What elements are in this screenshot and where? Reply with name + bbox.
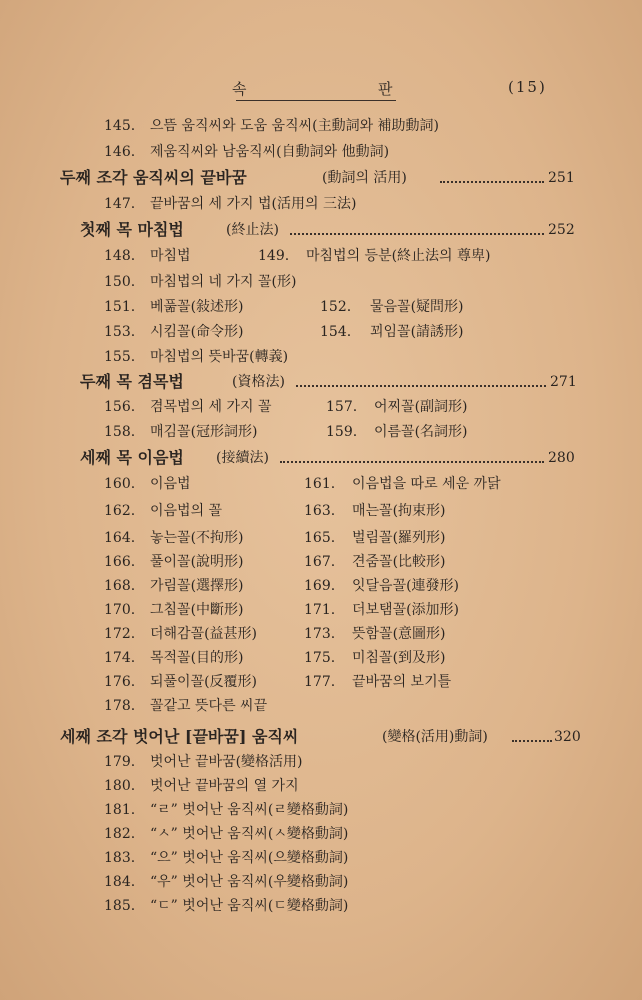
entry-number: 182.	[104, 826, 136, 842]
entry-text: 더보탬꼴(添加形)	[352, 602, 460, 618]
entry-text: 끝바꿈의 세 가지 법(活用의 三法)	[150, 196, 357, 212]
toc-entry-155	[0, 345, 642, 369]
entry-text: 꾀임꼴(請誘形)	[370, 324, 464, 340]
entry-number: 165.	[304, 530, 336, 546]
subsection-subtitle: (終止法)	[226, 222, 279, 238]
entry-text: 끝바꿈의 보기틀	[352, 674, 452, 690]
entry-text: 마침법의 네 가지 꼴(形)	[150, 274, 297, 290]
entry-number: 164.	[104, 530, 136, 546]
entry-number: 163.	[304, 503, 336, 519]
entry-number: 161.	[304, 476, 336, 492]
entry-number: 169.	[304, 578, 336, 594]
entry-text: 미침꼴(到及形)	[352, 650, 446, 666]
toc-row-162	[0, 499, 642, 523]
entry-number: 170.	[104, 602, 136, 618]
toc-row-153	[0, 320, 642, 344]
toc-entry-179	[0, 750, 642, 774]
entry-text: “ㅅ” 벗어난 움직씨(ㅅ變格動詞)	[150, 826, 349, 842]
page-number: (15)	[508, 78, 547, 96]
entry-number: 166.	[104, 554, 136, 570]
section-subtitle: (變格(活用)動詞)	[382, 729, 488, 745]
entry-text: 이음법을 따로 세운 까닭	[352, 476, 501, 492]
toc-row-176	[0, 670, 642, 694]
entry-number: 145.	[104, 118, 136, 134]
entry-number: 173.	[304, 626, 336, 642]
entry-text: 꼴같고 뜻다른 씨끝	[150, 698, 268, 714]
subsection-page: 252	[548, 222, 575, 238]
entry-text: 물음꼴(疑問形)	[370, 299, 464, 315]
entry-text: 이음법의 꼴	[150, 503, 223, 519]
subsection-title: 두째 목 겸목법	[80, 372, 184, 391]
entry-text: 제움직씨와 남움직씨(自動詞와 他動詞)	[150, 144, 390, 160]
dot-leader	[512, 740, 552, 742]
toc-row-160	[0, 472, 642, 496]
entry-text: 그침꼴(中斷形)	[150, 602, 244, 618]
section-subtitle: (動詞의 活用)	[322, 170, 407, 186]
entry-text: 잇달음꼴(連發形)	[352, 578, 460, 594]
entry-text: 뜻함꼴(意圖形)	[352, 626, 446, 642]
toc-row-151	[0, 295, 642, 319]
entry-text: 겸목법의 세 가지 꼴	[150, 399, 272, 415]
toc-entry-145	[0, 114, 642, 138]
entry-text: “ㄹ” 벗어난 움직씨(ㄹ變格動詞)	[150, 802, 349, 818]
entry-text: 이음법	[150, 476, 191, 492]
toc-row-170	[0, 598, 642, 622]
entry-text: 마침법	[150, 248, 191, 264]
entry-number: 148.	[104, 248, 136, 264]
entry-number: 168.	[104, 578, 136, 594]
toc-entry-184	[0, 870, 642, 894]
toc-entry-178	[0, 694, 642, 718]
entry-text: 마침법의 등분(終止法의 尊卑)	[306, 248, 491, 264]
dot-leader	[290, 233, 544, 235]
toc-entry-150	[0, 270, 642, 294]
entry-number: 171.	[304, 602, 336, 618]
toc-row-156	[0, 395, 642, 419]
toc-entry-183	[0, 846, 642, 870]
dot-leader	[296, 385, 546, 387]
toc-subsection-1	[0, 218, 642, 242]
toc-row-158	[0, 420, 642, 444]
entry-text: 베풂꼴(敍述形)	[150, 299, 244, 315]
entry-number: 183.	[104, 850, 136, 866]
entry-text: “우” 벗어난 움직씨(우變格動詞)	[150, 874, 349, 890]
subsection-page: 271	[550, 374, 577, 390]
header-rule	[236, 100, 396, 101]
toc-entry-181	[0, 798, 642, 822]
entry-number: 160.	[104, 476, 136, 492]
toc-row-164	[0, 526, 642, 550]
entry-number: 146.	[104, 144, 136, 160]
entry-text: 벌림꼴(羅列形)	[352, 530, 446, 546]
entry-text: 놓는꼴(不拘形)	[150, 530, 244, 546]
header-left-text: 속	[232, 80, 247, 98]
entry-number: 151.	[104, 299, 136, 315]
toc-entry-180	[0, 774, 642, 798]
entry-text: 이름꼴(名詞形)	[374, 424, 468, 440]
entry-number: 162.	[104, 503, 136, 519]
entry-text: 매김꼴(冠形詞形)	[150, 424, 258, 440]
entry-text: 시킴꼴(命令形)	[150, 324, 244, 340]
section-page: 320	[554, 729, 581, 745]
entry-number: 157.	[326, 399, 358, 415]
entry-number: 153.	[104, 324, 136, 340]
toc-entry-182	[0, 822, 642, 846]
entry-number: 180.	[104, 778, 136, 794]
entry-number: 179.	[104, 754, 136, 770]
subsection-subtitle: (接續法)	[216, 450, 269, 466]
running-header	[0, 78, 642, 102]
toc-entry-185	[0, 894, 642, 918]
toc-row-148	[0, 244, 642, 268]
entry-number: 184.	[104, 874, 136, 890]
entry-text: 목적꼴(目的形)	[150, 650, 244, 666]
entry-text: “ㄷ” 벗어난 움직씨(ㄷ變格動詞)	[150, 898, 349, 914]
entry-number: 149.	[258, 248, 290, 264]
toc-row-172	[0, 622, 642, 646]
entry-text: 마침법의 뜻바꿈(轉義)	[150, 349, 289, 365]
header-right-text: 판	[378, 80, 393, 98]
entry-number: 177.	[304, 674, 336, 690]
entry-number: 150.	[104, 274, 136, 290]
section-title: 두째 조각 움직씨의 끝바꿈	[60, 168, 247, 187]
toc-subsection-3	[0, 446, 642, 470]
section-page: 251	[548, 170, 575, 186]
toc-row-174	[0, 646, 642, 670]
entry-text: 견줌꼴(比較形)	[352, 554, 446, 570]
entry-text: 벗어난 끝바꿈의 열 가지	[150, 778, 299, 794]
entry-text: 더해감꼴(益甚形)	[150, 626, 258, 642]
subsection-page: 280	[548, 450, 575, 466]
entry-number: 156.	[104, 399, 136, 415]
entry-number: 158.	[104, 424, 136, 440]
entry-number: 154.	[320, 324, 352, 340]
entry-text: 풀이꼴(說明形)	[150, 554, 244, 570]
toc-subsection-2	[0, 370, 642, 394]
toc-row-168	[0, 574, 642, 598]
toc-entry-146	[0, 140, 642, 164]
entry-number: 178.	[104, 698, 136, 714]
toc-section-3	[0, 725, 642, 749]
toc-entry-147	[0, 192, 642, 216]
entry-text: “으” 벗어난 움직씨(으變格動詞)	[150, 850, 349, 866]
entry-text: 벗어난 끝바꿈(變格活用)	[150, 754, 303, 770]
entry-number: 155.	[104, 349, 136, 365]
entry-text: 으뜸 움직씨와 도움 움직씨(主動詞와 補助動詞)	[150, 118, 440, 134]
section-title: 세째 조각 벗어난 [끝바꿈] 움직씨	[60, 727, 299, 746]
toc-row-166	[0, 550, 642, 574]
subsection-subtitle: (資格法)	[232, 374, 285, 390]
subsection-title: 세째 목 이음법	[80, 448, 184, 467]
entry-number: 181.	[104, 802, 136, 818]
toc-section-2	[0, 166, 642, 190]
dot-leader	[280, 461, 544, 463]
entry-number: 176.	[104, 674, 136, 690]
entry-number: 174.	[104, 650, 136, 666]
entry-number: 152.	[320, 299, 352, 315]
entry-number: 147.	[104, 196, 136, 212]
subsection-title: 첫째 목 마침법	[80, 220, 184, 239]
entry-number: 185.	[104, 898, 136, 914]
dot-leader	[440, 181, 544, 183]
entry-text: 가림꼴(選擇形)	[150, 578, 244, 594]
entry-number: 175.	[304, 650, 336, 666]
entry-text: 어찌꼴(副詞形)	[374, 399, 468, 415]
entry-number: 159.	[326, 424, 358, 440]
entry-text: 되풀이꼴(反覆形)	[150, 674, 258, 690]
entry-number: 172.	[104, 626, 136, 642]
entry-text: 매는꼴(拘束形)	[352, 503, 446, 519]
entry-number: 167.	[304, 554, 336, 570]
